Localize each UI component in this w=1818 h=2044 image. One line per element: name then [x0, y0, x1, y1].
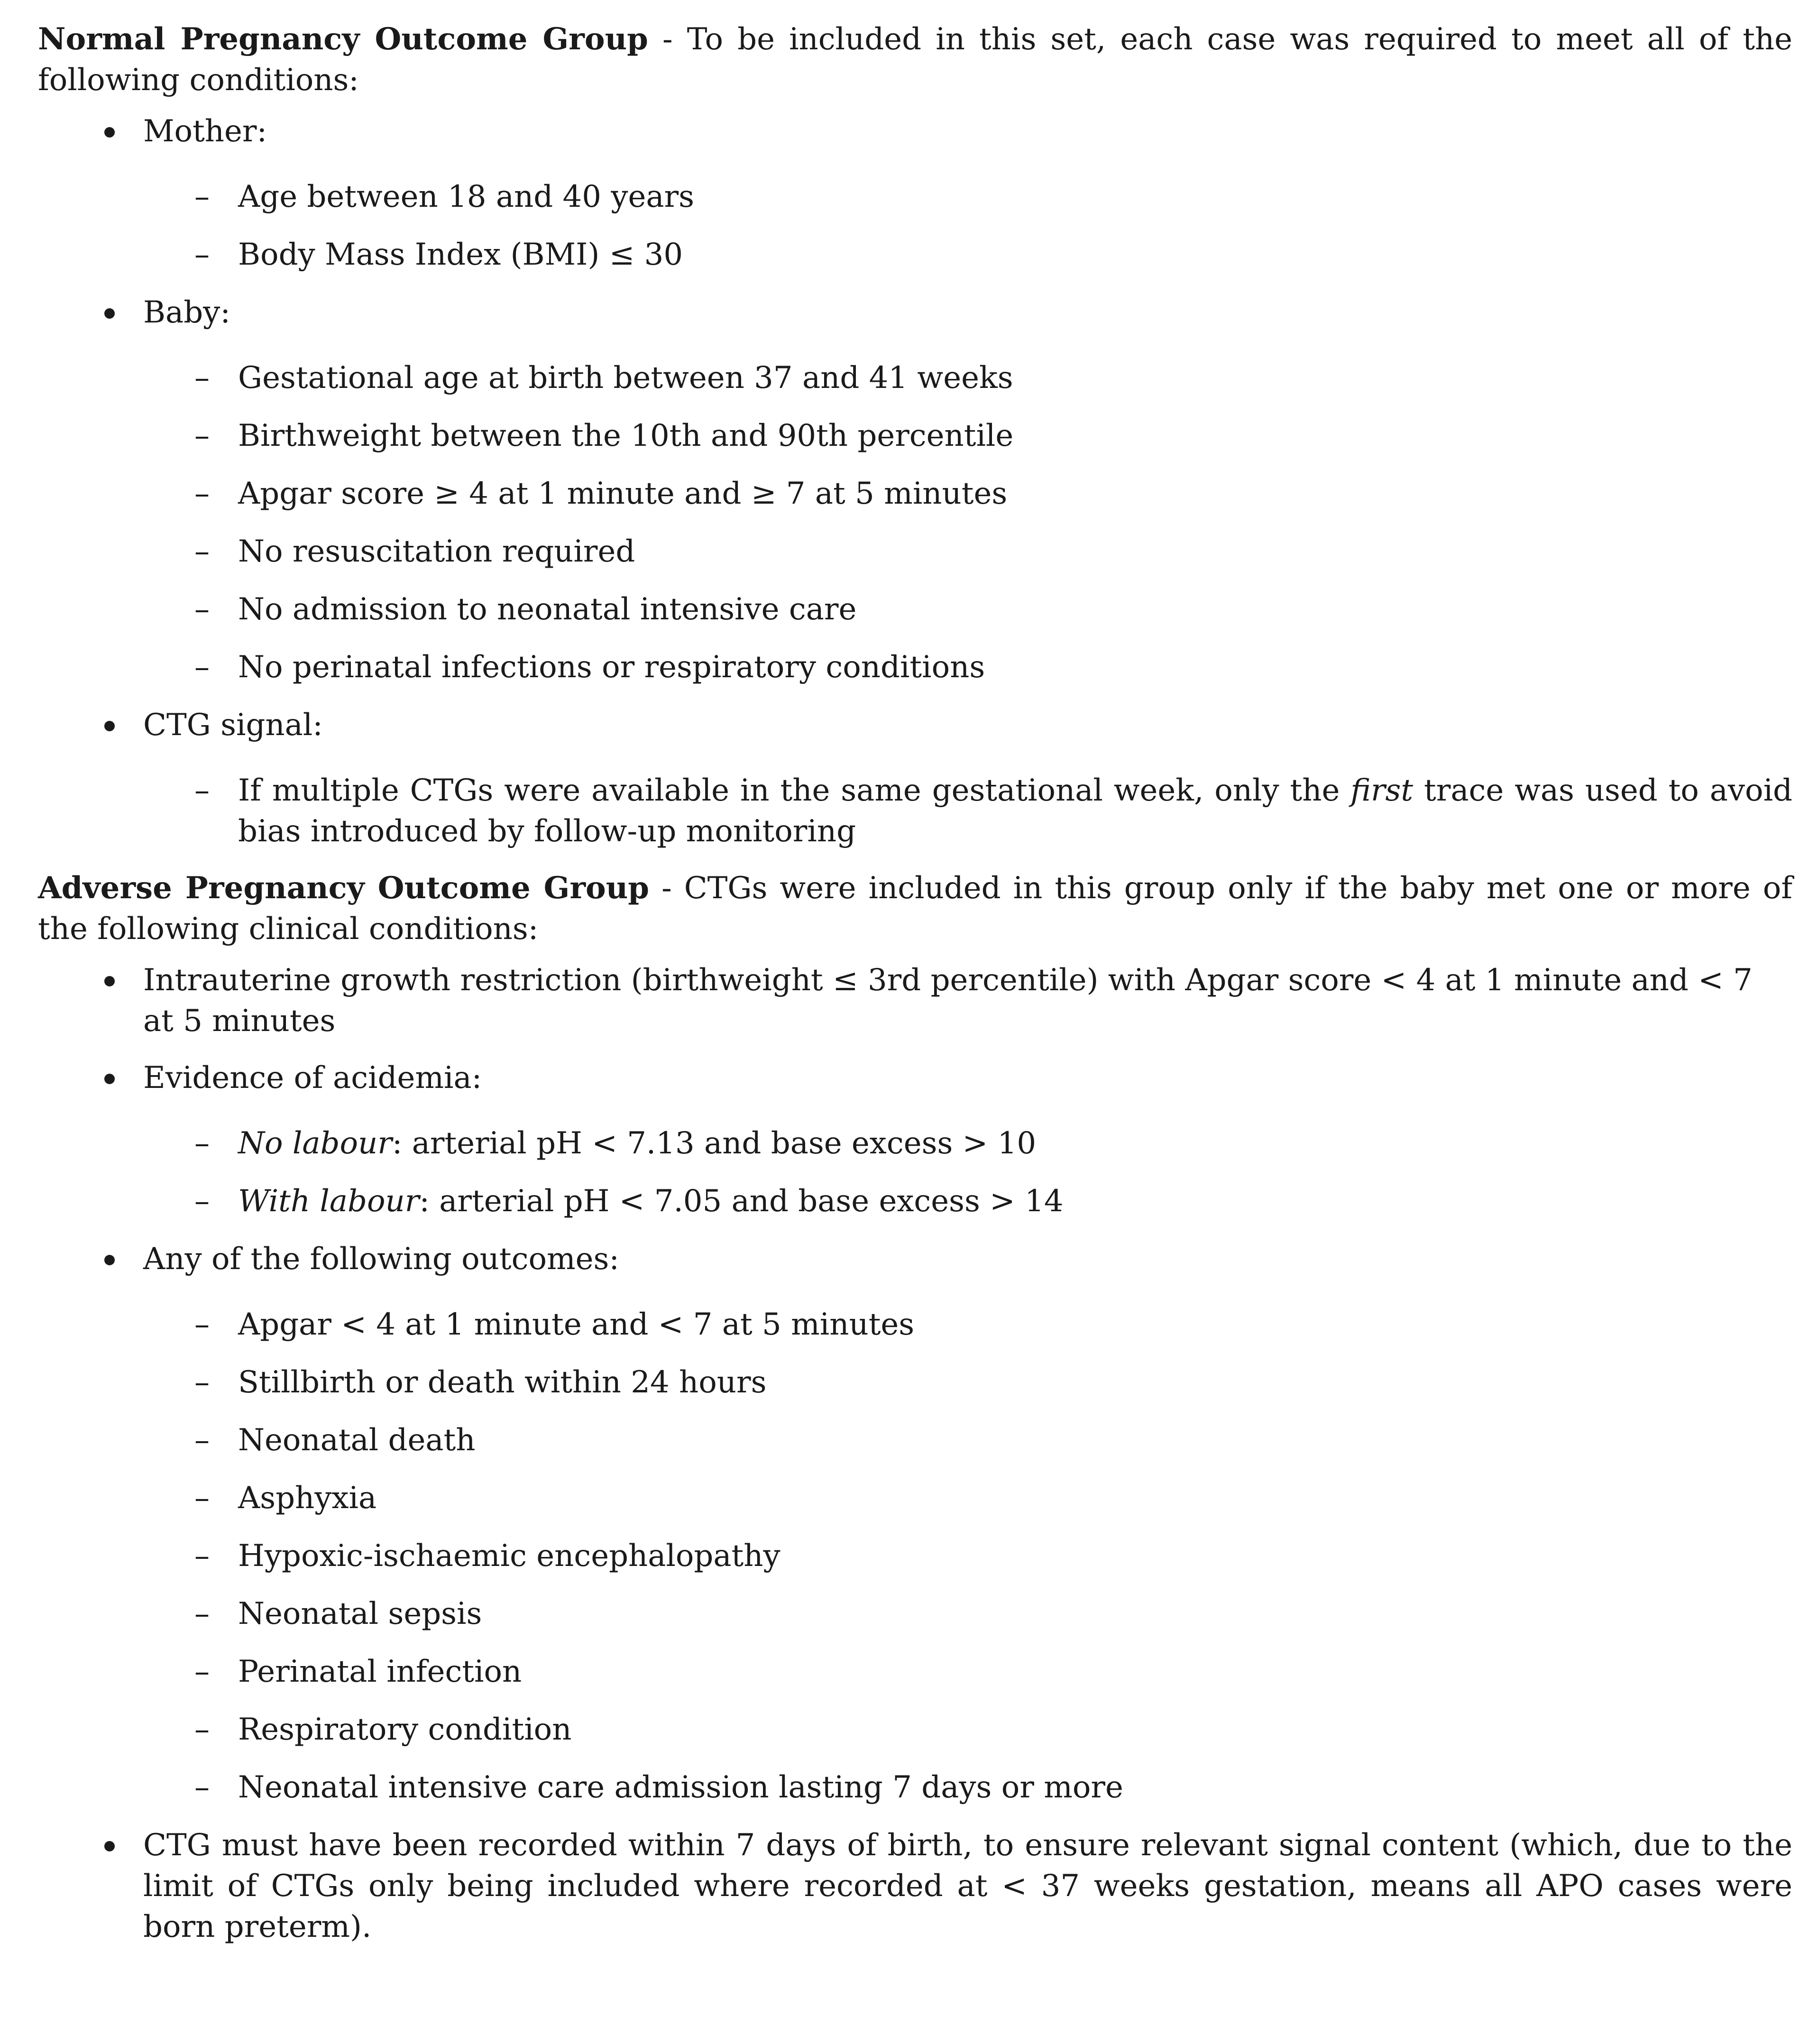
- acidemia-sublist: [143, 1123, 1792, 1222]
- list-item: [38, 1123, 1792, 1164]
- outcomes-label: Any of the following outcomes:: [143, 1242, 619, 1277]
- dash-icon: –: [194, 1365, 210, 1400]
- list-item: [38, 647, 1792, 688]
- outcome-hie: Hypoxic-ischaemic encephalopathy: [238, 1538, 780, 1574]
- list-item: [38, 473, 1792, 514]
- dash-icon: –: [194, 1184, 210, 1219]
- baby-label: Baby:: [143, 295, 230, 330]
- adverse-group-heading: Adverse Pregnancy Outcome Group: [38, 870, 650, 906]
- outcome-sepsis: Neonatal sepsis: [238, 1596, 482, 1631]
- list-item: [38, 1536, 1792, 1576]
- dash-icon: –: [194, 1712, 210, 1747]
- dash-icon: –: [194, 1538, 210, 1574]
- dash-icon: –: [194, 179, 210, 214]
- dash-icon: –: [194, 360, 210, 396]
- normal-conditions-list: [38, 111, 1792, 852]
- mother-sublist: [143, 176, 1792, 275]
- list-item-iugr: [38, 960, 1792, 1041]
- normal-group-intro: - To be included in this set, each case was required to meet all of the following conditions:: [38, 22, 1793, 98]
- dash-icon: –: [194, 1654, 210, 1689]
- dash-icon: –: [194, 534, 210, 569]
- outcomes-sublist: [143, 1304, 1792, 1808]
- outcome-stillbirth: Stillbirth or death within 24 hours: [238, 1365, 767, 1400]
- list-item-ctg-signal: [38, 705, 1792, 852]
- list-item: [38, 1304, 1792, 1345]
- dash-icon: –: [194, 1307, 210, 1342]
- baby-gestational-age: Gestational age at birth between 37 and 41 weeks: [238, 360, 1013, 396]
- dash-icon: –: [194, 237, 210, 272]
- outcome-perinatal-infection: Perinatal infection: [238, 1654, 522, 1689]
- acidemia-with-labour: [238, 1181, 1792, 1222]
- ctg-text-before: If multiple CTGs were available in the same gestational week, only the: [238, 773, 1351, 808]
- acidemia-no-labour: [238, 1123, 1792, 1164]
- acidemia-no-labour-criteria: : arterial pH < 7.13 and base excess > 10: [392, 1126, 1037, 1161]
- list-item: [38, 589, 1792, 630]
- dash-icon: –: [194, 773, 210, 808]
- ctg-text-emphasis: first: [1350, 773, 1414, 808]
- list-item-outcomes: [38, 1239, 1792, 1808]
- dash-icon: –: [194, 476, 210, 511]
- list-item: [38, 415, 1792, 456]
- outcome-apgar: Apgar < 4 at 1 minute and < 7 at 5 minutes: [238, 1307, 915, 1342]
- ctg-timing-text: CTG must have been recorded within 7 days of birth, to ensure relevant signal content (which, due to the limit of CTGs only being included where recorded at < 37 weeks gestation, means all APO cases were born preterm).: [143, 1828, 1792, 1944]
- mother-age: Age between 18 and 40 years: [238, 179, 694, 214]
- list-item: [38, 1420, 1792, 1461]
- list-item: [38, 1709, 1792, 1750]
- adverse-group-paragraph: [38, 868, 1792, 949]
- mother-bmi: Body Mass Index (BMI) ≤ 30: [238, 237, 683, 272]
- normal-group-paragraph: [38, 19, 1792, 101]
- dash-icon: –: [194, 418, 210, 453]
- list-item: [38, 1181, 1792, 1222]
- outcome-asphyxia: Asphyxia: [238, 1481, 377, 1516]
- baby-resuscitation: No resuscitation required: [238, 534, 635, 569]
- dash-icon: –: [194, 1481, 210, 1516]
- acidemia-with-labour-criteria: : arterial pH < 7.05 and base excess > 14: [419, 1184, 1064, 1219]
- dash-icon: –: [194, 1596, 210, 1631]
- ctg-first-trace: [238, 770, 1792, 852]
- ctg-text-after: trace was used to avoid bias introduced by follow-up monitoring: [238, 773, 1793, 849]
- list-item: [38, 1362, 1792, 1403]
- dash-icon: –: [194, 1423, 210, 1458]
- outcome-respiratory: Respiratory condition: [238, 1712, 572, 1747]
- acidemia-label: Evidence of acidemia:: [143, 1060, 482, 1096]
- list-item-mother: [38, 111, 1792, 275]
- adverse-conditions-list: [38, 960, 1792, 1947]
- outcome-nicu-7-days: Neonatal intensive care admission lasting 7 days or more: [238, 1770, 1123, 1805]
- adverse-group-intro: - CTGs were included in this group only if the baby met one or more of the following clinical conditions:: [38, 871, 1793, 947]
- list-item: [38, 234, 1792, 275]
- list-item: [38, 770, 1792, 852]
- dash-icon: –: [194, 650, 210, 685]
- iugr-text: Intrauterine growth restriction (birthweight ≤ 3rd percentile) with Apgar score < 4 at 1 minute and < 7 at 5 minutes: [143, 963, 1753, 1039]
- baby-birthweight: Birthweight between the 10th and 90th percentile: [238, 418, 1014, 453]
- dash-icon: –: [194, 592, 210, 627]
- baby-apgar: Apgar score ≥ 4 at 1 minute and ≥ 7 at 5 minutes: [238, 476, 1008, 511]
- document-page: [38, 19, 1792, 1963]
- normal-group-heading: Normal Pregnancy Outcome Group: [38, 21, 648, 57]
- list-item: [38, 531, 1792, 572]
- outcome-neonatal-death: Neonatal death: [238, 1423, 476, 1458]
- baby-sublist: [143, 358, 1792, 688]
- list-item: [38, 176, 1792, 217]
- baby-nicu: No admission to neonatal intensive care: [238, 592, 857, 627]
- list-item-ctg-timing: [38, 1825, 1792, 1947]
- ctg-signal-sublist: [143, 770, 1792, 852]
- list-item: [38, 1767, 1792, 1808]
- list-item-acidemia: [38, 1058, 1792, 1222]
- dash-icon: –: [194, 1770, 210, 1805]
- list-item: [38, 1593, 1792, 1634]
- list-item: [38, 1651, 1792, 1692]
- ctg-signal-label: CTG signal:: [143, 708, 323, 743]
- mother-label: Mother:: [143, 114, 267, 149]
- baby-infections: No perinatal infections or respiratory conditions: [238, 650, 985, 685]
- dash-icon: –: [194, 1126, 210, 1161]
- acidemia-no-labour-label: No labour: [238, 1126, 392, 1161]
- list-item: [38, 358, 1792, 398]
- list-item-baby: [38, 292, 1792, 688]
- acidemia-with-labour-label: With labour: [238, 1184, 420, 1219]
- list-item: [38, 1478, 1792, 1519]
